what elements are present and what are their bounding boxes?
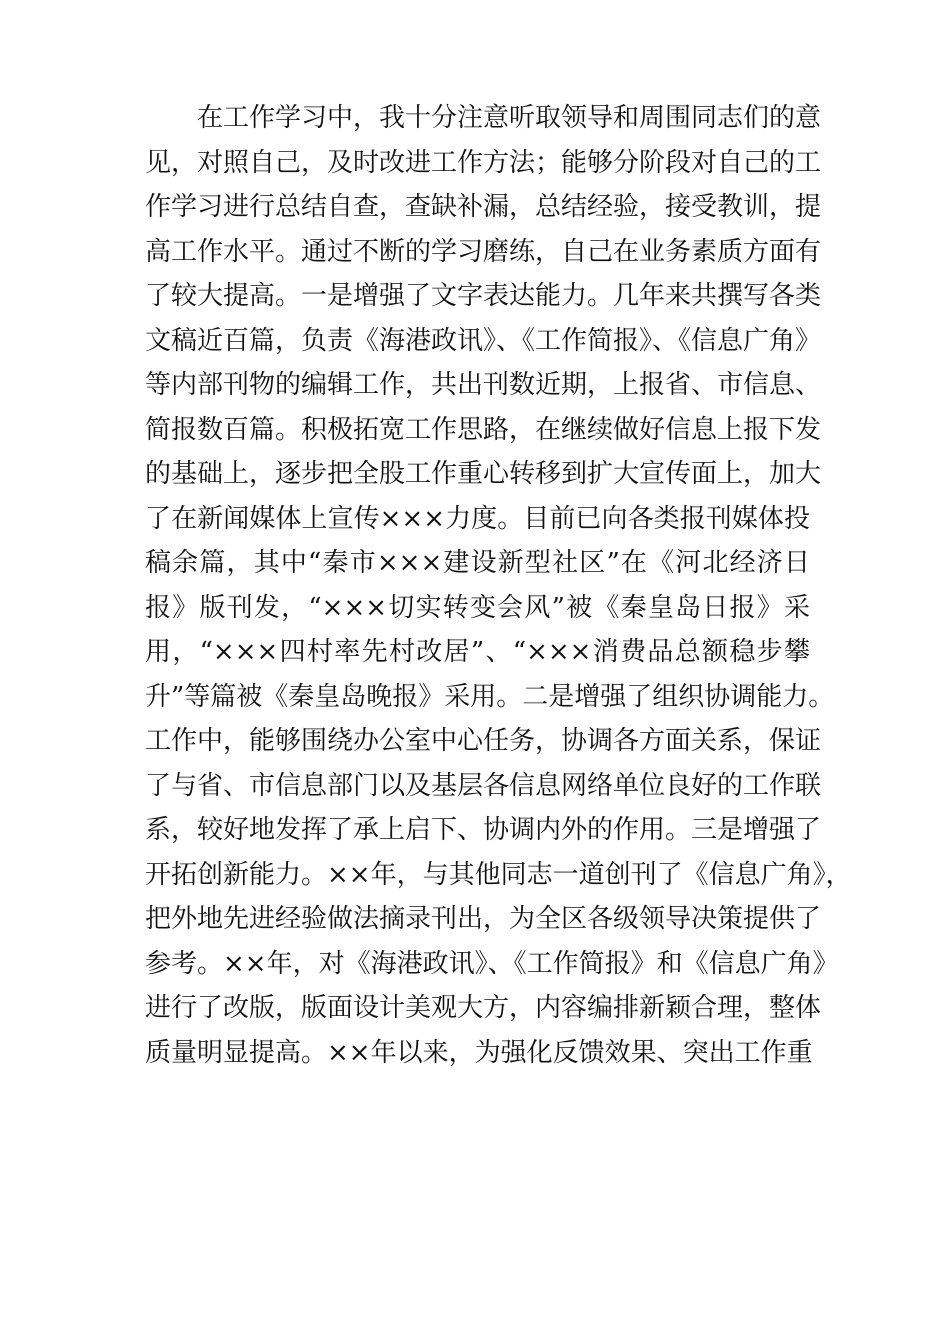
paragraph-line: 文稿近百篇，负责《海港政讯》、《工作简报》、《信息广角》: [145, 325, 822, 356]
paragraph-line: 作学习进行总结自查，查缺补漏，总结经验，接受教训，提: [145, 192, 822, 222]
paragraph-line: 了较大提高。一是增强了文字表达能力。几年来共撰写各类: [145, 281, 822, 311]
paragraph-line: 系，较好地发挥了承上启下、协调内外的作用。三是增强了: [145, 815, 822, 845]
paragraph-line: 报》版刊发，“×××切实转变会风”被《秦皇岛日报》采: [145, 592, 810, 623]
paragraph-line: 高工作水平。通过不断的学习磨练，自己在业务素质方面有: [145, 236, 822, 267]
paragraph-line: 简报数百篇。积极拓宽工作思路，在继续做好信息上报下发: [145, 414, 822, 445]
paragraph-line: 了在新闻媒体上宣传×××力度。目前已向各类报刊媒体投: [145, 503, 810, 534]
paragraph-line: 等内部刊物的编辑工作，共出刊数近期，上报省、市信息、: [145, 370, 822, 400]
paragraph-line: 升”等篇被《秦皇岛晚报》采用。二是增强了组织协调能力。: [145, 681, 835, 712]
paragraph-line: 开拓创新能力。××年，与其他同志一道创刊了《信息广角》，: [145, 859, 852, 890]
paragraph-line: 质量明显提高。××年以来，为强化反馈效果、突出工作重: [145, 1037, 813, 1068]
paragraph-line: 工作中，能够围绕办公室中心任务，协调各方面关系，保证: [145, 726, 822, 756]
paragraph-line: 用，“×××四村率先村改居”、“×××消费品总额稳步攀: [145, 637, 810, 667]
paragraph-line: 在工作学习中，我十分注意听取领导和周围同志们的意: [197, 103, 822, 133]
paragraph-line: 了与省、市信息部门以及基层各信息网络单位良好的工作联: [145, 770, 822, 801]
paragraph-line: 见，对照自己，及时改进工作方法；能够分阶段对自己的工: [145, 147, 822, 178]
body-paragraph: [145, 96, 852, 1075]
paragraph-line: 把外地先进经验做法摘录刊出，为全区各级领导决策提供了: [145, 904, 822, 934]
paragraph-line: 参考。××年，对《海港政讯》、《工作简报》和《信息广角》: [145, 948, 839, 979]
paragraph-line: 进行了改版，版面设计美观大方，内容编排新颖合理，整体: [145, 993, 822, 1023]
paragraph-line: 的基础上，逐步把全股工作重心转移到扩大宣传面上，加大: [145, 459, 822, 489]
paragraph-line: 稿余篇，其中“秦市×××建设新型社区”在《河北经济日: [145, 548, 810, 578]
